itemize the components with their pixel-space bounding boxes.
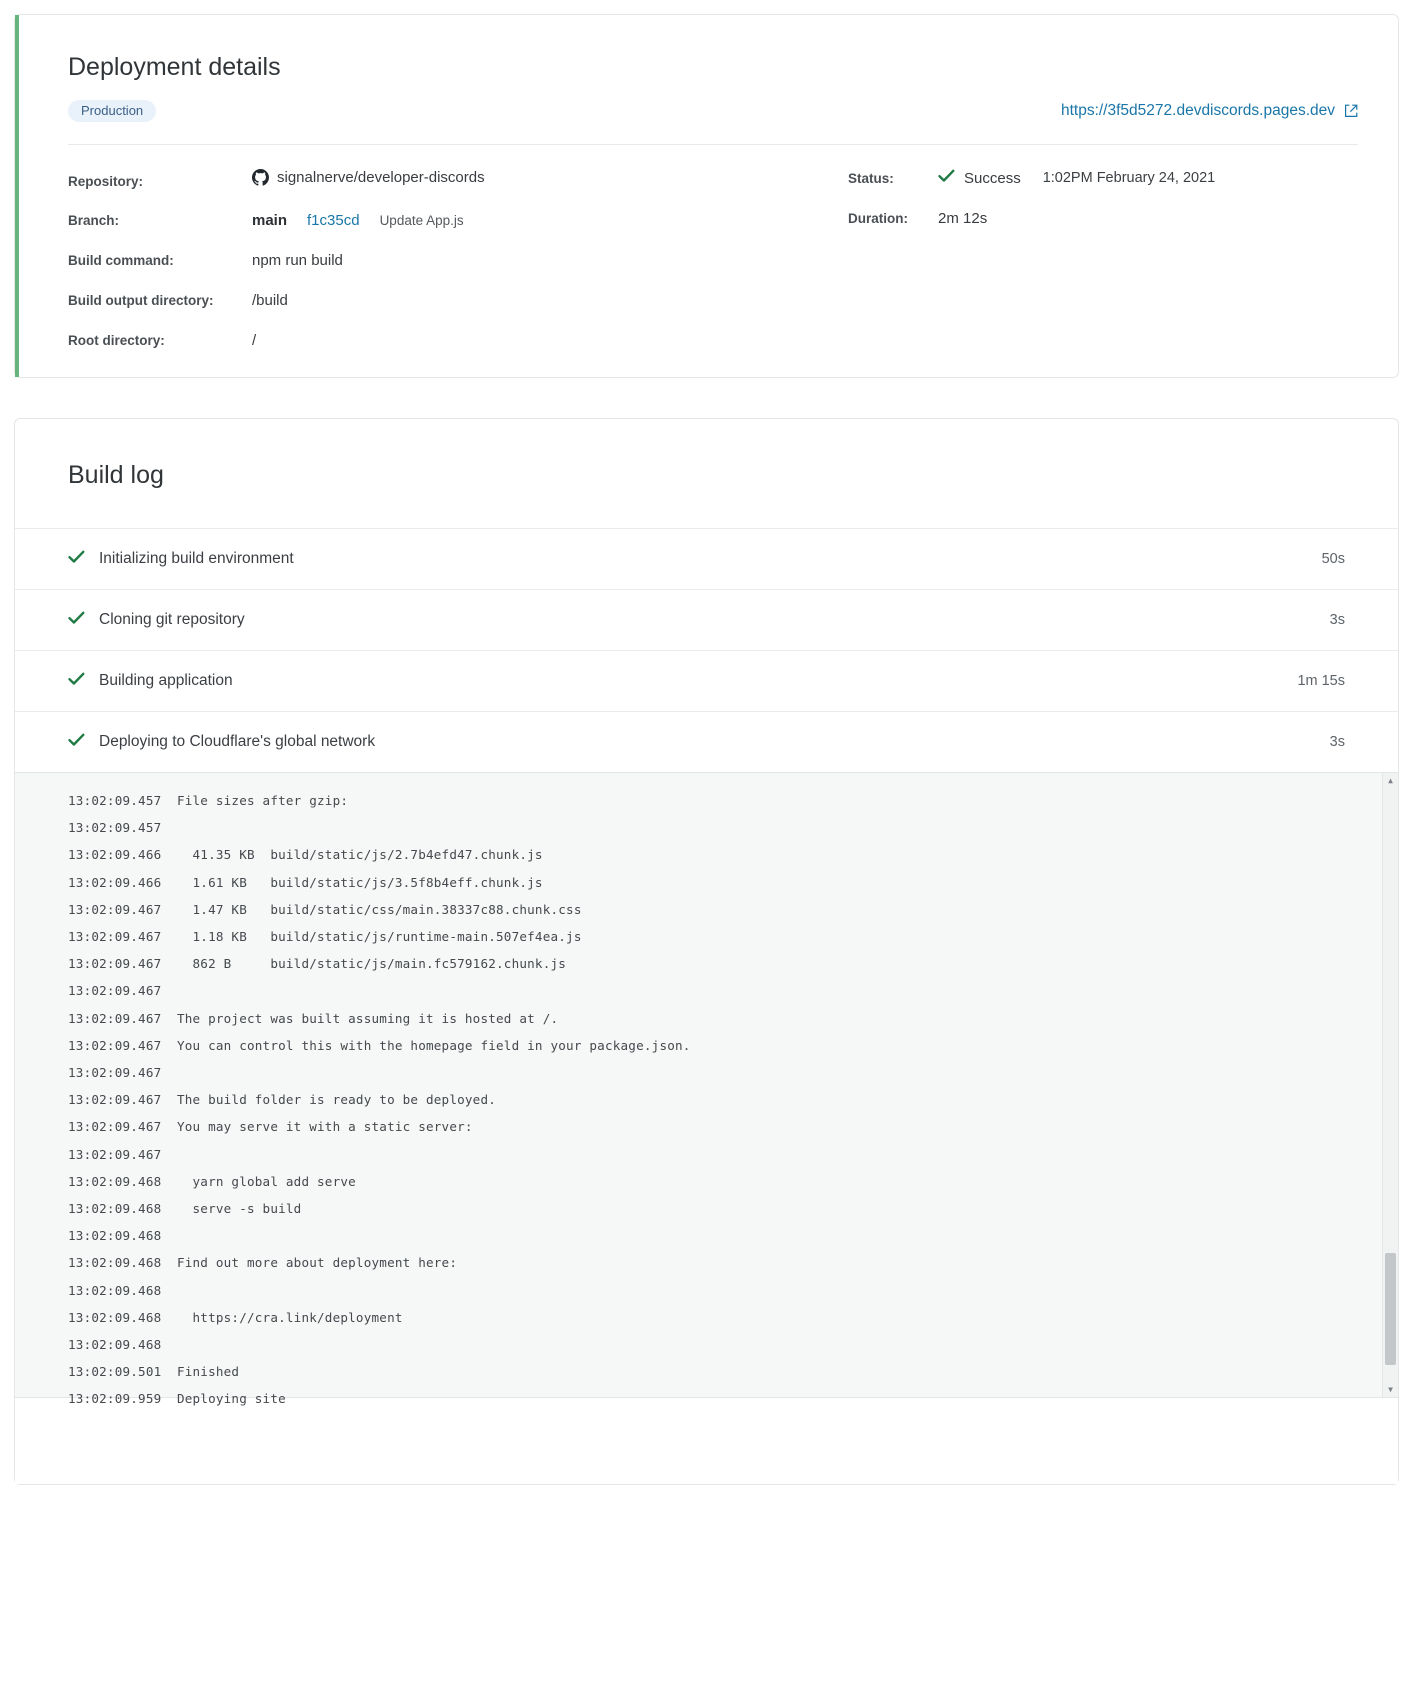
- commit-message: Update App.js: [379, 213, 464, 228]
- build-output-directory-value: /build: [252, 292, 288, 309]
- build-log-line: 13:02:09.468 serve -s build: [68, 1201, 302, 1217]
- details-right-column: [848, 169, 1358, 349]
- build-log-title: Build log: [68, 461, 164, 489]
- root-directory-label: Root directory:: [68, 333, 165, 348]
- root-directory-value: /: [252, 332, 257, 349]
- external-link-icon: [1344, 104, 1358, 118]
- build-log-line: 13:02:09.468 yarn global add serve: [68, 1173, 356, 1189]
- deployment-details-card: [14, 14, 1399, 378]
- build-log-card: [14, 418, 1399, 1485]
- build-step-left: [68, 672, 233, 690]
- build-log-line: 13:02:09.467 You can control this with the homepage field in your package.json.: [68, 1037, 691, 1053]
- build-log-line: 13:02:09.467 1.47 KB build/static/css/main.38337c88.chunk.css: [68, 901, 582, 917]
- detail-row-duration: [848, 210, 1358, 227]
- scrollbar-thumb[interactable]: [1385, 1253, 1396, 1365]
- detail-row-build-command: [68, 252, 848, 269]
- check-icon: [68, 611, 85, 629]
- detail-row-root-directory: [68, 332, 848, 349]
- build-step-left: [68, 733, 375, 751]
- build-log-line: 13:02:09.467 The project was built assuming it is hosted at /.: [68, 1010, 559, 1026]
- build-output-directory-label: Build output directory:: [68, 293, 214, 308]
- build-step-left: [68, 550, 294, 568]
- build-step-cloning[interactable]: [15, 589, 1398, 650]
- detail-row-build-output-directory: [68, 292, 848, 309]
- build-step-duration: 50s: [1321, 551, 1345, 567]
- build-step-initializing[interactable]: [15, 528, 1398, 589]
- repository-label: Repository:: [68, 174, 144, 189]
- build-step-label: Cloning git repository: [99, 611, 245, 628]
- build-log-line: 13:02:09.468: [68, 1228, 162, 1244]
- build-step-duration: 3s: [1329, 734, 1345, 750]
- scroll-down-arrow-icon[interactable]: ▼: [1388, 1385, 1393, 1394]
- status-text: Success: [964, 169, 1021, 187]
- deployment-url-text: https://3f5d5272.devdiscords.pages.dev: [1060, 102, 1335, 119]
- check-icon: [68, 672, 85, 690]
- build-command-label: Build command:: [68, 253, 174, 268]
- detail-row-repository: [68, 169, 848, 189]
- build-step-label: Deploying to Cloudflare's global network: [99, 733, 376, 750]
- build-log-line: 13:02:09.468 https://cra.link/deployment: [68, 1309, 403, 1325]
- duration-value: 2m 12s: [938, 210, 988, 227]
- build-log-line: 13:02:09.457 File sizes after gzip:: [68, 793, 349, 808]
- deployment-url-link[interactable]: [1061, 102, 1358, 120]
- badge-row: [15, 82, 1398, 122]
- build-log-line: 13:02:09.467: [68, 983, 162, 999]
- build-command-value: npm run build: [252, 252, 343, 269]
- build-log-line: 13:02:09.468: [68, 1337, 162, 1353]
- branch-label: Branch:: [68, 213, 120, 228]
- github-icon: [252, 169, 269, 186]
- commit-hash-link[interactable]: f1c35cd: [307, 212, 360, 229]
- build-log-line: 13:02:09.457: [68, 820, 162, 836]
- build-log-line: 13:02:09.468: [68, 1282, 162, 1298]
- build-log-line: 13:02:09.467: [68, 1146, 162, 1162]
- duration-label: Duration:: [848, 211, 908, 226]
- build-step-deploying[interactable]: [15, 711, 1398, 772]
- status-value: [938, 169, 1215, 187]
- build-log-line: 13:02:09.467 The build folder is ready to be deployed.: [68, 1092, 497, 1108]
- build-step-left: [68, 611, 245, 629]
- detail-row-status: [848, 169, 1358, 187]
- details-grid: [15, 145, 1398, 349]
- build-log-line: 13:02:09.959 Deploying site: [68, 1391, 286, 1407]
- details-left-column: [68, 169, 848, 349]
- build-steps-list: [15, 528, 1398, 772]
- build-log-scroll-area[interactable]: [15, 773, 1398, 1407]
- environment-badge: Production: [68, 100, 156, 122]
- branch-name: main: [252, 212, 288, 229]
- page-title: Deployment details: [68, 53, 281, 81]
- build-log-line: 13:02:09.467: [68, 1065, 162, 1081]
- build-log-line: 13:02:09.467 You may serve it with a static server:: [68, 1119, 473, 1135]
- build-log-line: 13:02:09.468 Find out more about deployment here:: [68, 1255, 458, 1271]
- build-step-duration: 1m 15s: [1297, 673, 1345, 689]
- check-icon: [68, 733, 85, 751]
- build-log-line: 13:02:09.467 1.18 KB build/static/js/runtime-main.507ef4ea.js: [68, 929, 582, 945]
- build-step-label: Building application: [99, 672, 233, 689]
- check-icon: [938, 169, 955, 187]
- status-badge: [938, 169, 1021, 187]
- build-log-output-pane: [15, 772, 1398, 1407]
- build-step-building[interactable]: [15, 650, 1398, 711]
- branch-value: [252, 212, 464, 229]
- check-icon: [68, 550, 85, 568]
- build-step-duration: 3s: [1329, 612, 1345, 628]
- scroll-up-arrow-icon[interactable]: ▲: [1388, 776, 1393, 785]
- repository-name: signalnerve/developer-discords: [277, 169, 485, 186]
- build-log-line: 13:02:09.466 41.35 KB build/static/js/2.7b4efd47.chunk.js: [68, 847, 543, 863]
- build-log-line: 13:02:09.467 862 B build/static/js/main.fc579162.chunk.js: [68, 956, 567, 972]
- status-timestamp: 1:02PM February 24, 2021: [1042, 170, 1216, 186]
- repository-value: [252, 169, 485, 186]
- build-log-line: 13:02:09.466 1.61 KB build/static/js/3.5f8b4eff.chunk.js: [68, 874, 543, 890]
- build-log-scrollbar[interactable]: [1382, 773, 1398, 1397]
- detail-row-branch: [68, 212, 848, 229]
- build-step-label: Initializing build environment: [99, 550, 294, 567]
- build-log-line: 13:02:09.501 Finished: [68, 1364, 240, 1380]
- status-label: Status:: [848, 171, 894, 186]
